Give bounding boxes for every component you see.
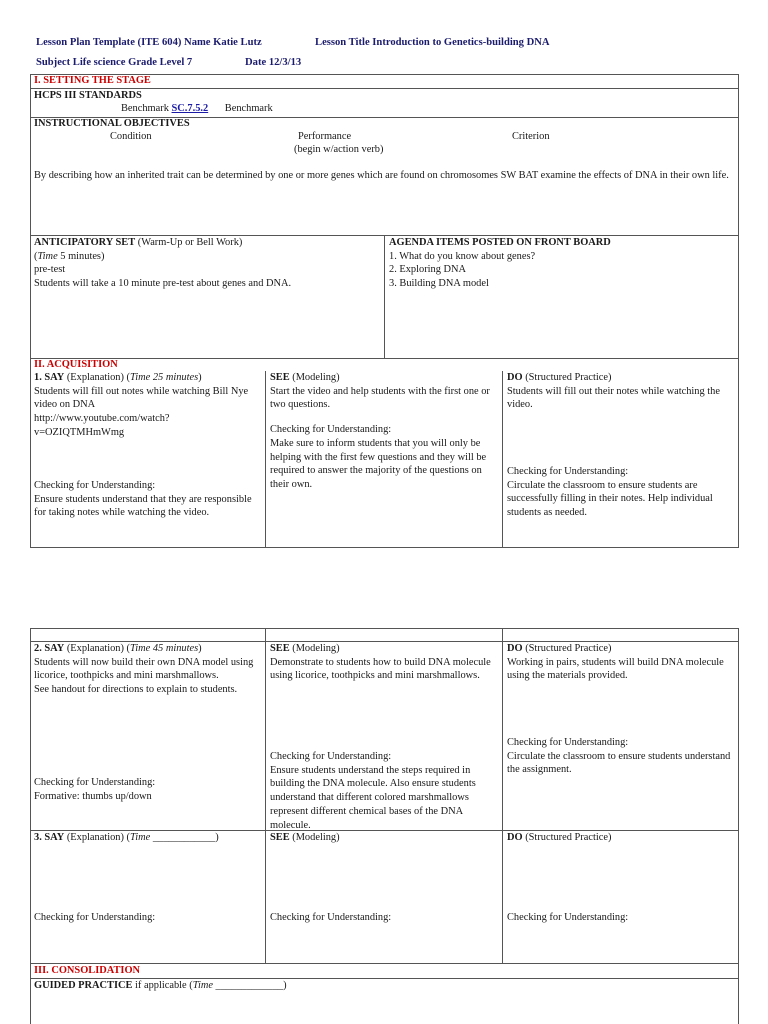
anticipatory-time: 5 minutes) (57, 250, 105, 262)
agenda-item-2: 2. Exploring DNA (389, 264, 467, 276)
agenda-item-3: 3. Building DNA model (389, 278, 489, 290)
do3-cell (504, 831, 738, 845)
say1-close: ) (198, 372, 202, 383)
do1-cfu-label: Checking for Understanding: (507, 466, 629, 477)
say1-url-2[interactable]: v=OZIQTMHmWmg (34, 426, 125, 438)
anticipatory-line-1: pre-test (34, 264, 66, 276)
do2-cfu-text: Circulate the classroom to ensure students understand the assignment. (507, 750, 731, 776)
header-lesson-title: Lesson Title Introduction to Genetics-building DNA (315, 37, 550, 48)
see2-text: Demonstrate to students how to build DNA molecule using licorice, toothpicks and mini marshmallows. (270, 656, 491, 682)
see1-label: SEE (270, 372, 290, 383)
say2-cfu-text: Formative: thumbs up/down (34, 790, 152, 802)
see2-cfu-cell (267, 750, 501, 832)
see3-cfu-label: Checking for Understanding: (270, 912, 392, 923)
performance-sub-label: (begin w/action verb) (294, 144, 384, 155)
benchmark-label: Benchmark (121, 103, 169, 114)
header-subject-grade: Subject Life science Grade Level 7 (36, 57, 193, 68)
criterion-label: Criterion (512, 131, 550, 142)
do2-cell (504, 642, 738, 683)
guided-practice-label: GUIDED PRACTICE (34, 980, 133, 991)
guided-practice-blank[interactable]: _____________) (212, 980, 287, 991)
section-consolidation: III. CONSOLIDATION (34, 965, 141, 976)
say1-label: 1. SAY (34, 372, 65, 383)
anticipatory-line-2: Students will take a 10 minute pre-test about genes and DNA. (34, 278, 292, 290)
say2-text-2: See handout for directions to explain to students. (34, 684, 238, 696)
do3-paren: (Structured Practice) (522, 832, 612, 843)
say2-expl: (Explanation) ( (64, 643, 131, 654)
see1-cfu-text: Make sure to inform students that you will only be helping with the first few questions and they will be required to answer the majority of the questions on their own. (270, 437, 487, 491)
say3-time: Time (130, 832, 151, 843)
standards-label: HCPS III STANDARDS (34, 90, 142, 101)
say3-blank[interactable]: ____________) (150, 832, 219, 843)
section-setting-the-stage: I. SETTING THE STAGE (34, 75, 151, 86)
say2-cfu-label: Checking for Understanding: (34, 777, 156, 788)
say3-cell (31, 831, 263, 845)
say3-label: 3. SAY (34, 832, 65, 843)
anticipatory-set-paren: (Warm-Up or Bell Work) (135, 237, 243, 248)
say3-expl: (Explanation) ( (64, 832, 131, 843)
benchmark-row (118, 102, 273, 116)
anticipatory-set-cell: ANTICIPATORY SET (Warm-Up or Bell Work) (Time 5 minutes) pre-test Students will take a 10 minute pre-test about genes and DNA. (31, 236, 381, 291)
benchmark-label-2: Benchmark (224, 103, 273, 114)
do2-label: DO (507, 643, 523, 654)
do2-text: Working in pairs, students will build DNA molecule using the materials provided. (507, 656, 724, 682)
say1-expl: (Explanation) ( (64, 372, 131, 383)
do2-paren: (Structured Practice) (522, 643, 612, 654)
do3-cfu-label: Checking for Understanding: (507, 912, 629, 923)
say2-cell (31, 642, 263, 697)
do1-cfu-text: Circulate the classroom to ensure students are successfully filling in their notes. Help individual students as needed. (507, 479, 713, 519)
see3-paren: (Modeling) (289, 832, 340, 843)
say1-text: Students will fill out notes while watching Bill Nye video on DNA (34, 385, 249, 411)
anticipatory-set-label: ANTICIPATORY SET (34, 237, 136, 248)
performance-label: Performance (298, 131, 352, 142)
agenda-label: AGENDA ITEMS POSTED ON FRONT BOARD (389, 237, 611, 248)
say1-cfu-text: Ensure students understand that they are responsible for taking notes while watching the video. (34, 493, 252, 519)
see3-label: SEE (270, 832, 290, 843)
say1-cell (31, 371, 263, 440)
see2-label: SEE (270, 643, 290, 654)
do1-text: Students will fill out their notes while watching the video. (507, 385, 720, 411)
say2-cfu-cell (31, 776, 263, 803)
do2-cfu-cell (504, 736, 738, 777)
say2-close: ) (198, 643, 202, 654)
say3-cfu-label: Checking for Understanding: (34, 912, 156, 923)
header-name: Lesson Plan Template (ITE 604) Name Katie Lutz (36, 37, 262, 48)
section-acquisition: II. ACQUISITION (34, 359, 118, 370)
do1-cfu-cell (504, 465, 738, 520)
anticipatory-time-word: Time (37, 250, 58, 262)
do1-paren: (Structured Practice) (522, 372, 612, 383)
see2-cell (267, 642, 501, 683)
do2-cfu-label: Checking for Understanding: (507, 737, 629, 748)
condition-label: Condition (110, 131, 152, 142)
say1-time: Time 25 minutes (130, 372, 199, 383)
agenda-item-1: 1. What do you know about genes? (389, 250, 536, 262)
see1-paren: (Modeling) (289, 372, 340, 383)
benchmark-link[interactable]: SC.7.5.2 (171, 103, 209, 114)
guided-practice-paren: if applicable ( (132, 980, 193, 991)
say2-label: 2. SAY (34, 643, 65, 654)
guided-practice-time: Time (192, 980, 213, 991)
see2-cfu-text: Ensure students understand the steps required in building the DNA molecule. Also ensure students understand that different colored marshmallows represent different chemical bases of the DNA molecule. (270, 764, 476, 831)
see1-cfu-label: Checking for Understanding: (270, 424, 392, 436)
say1-url-1[interactable]: http://www.youtube.com/watch? (34, 413, 170, 425)
see2-paren: (Modeling) (289, 643, 340, 654)
guided-practice-cell (31, 979, 731, 993)
see2-cfu-label: Checking for Understanding: (270, 751, 392, 762)
say2-text: Students will now build their own DNA model using licorice, toothpicks and mini marshmallows. (34, 656, 254, 682)
do3-label: DO (507, 832, 523, 843)
objectives-label: INSTRUCTIONAL OBJECTIVES (34, 118, 190, 129)
objective-text: By describing how an inherited trait can be determined by one or more genes which are found on chromosomes SW BAT examine the effects of DNA in their own life. (34, 170, 729, 181)
say1-cfu-label: Checking for Understanding: (34, 480, 156, 491)
say1-cfu-cell (31, 479, 263, 520)
see1-text: Start the video and help students with the first one or two questions. (270, 385, 490, 411)
see3-cell (267, 831, 501, 845)
say2-time: Time 45 minutes (130, 643, 199, 654)
agenda-cell (386, 236, 736, 291)
do1-label: DO (507, 372, 523, 383)
do1-cell (504, 371, 738, 412)
see1-cell (267, 371, 501, 492)
header-date: Date 12/3/13 (245, 57, 302, 68)
